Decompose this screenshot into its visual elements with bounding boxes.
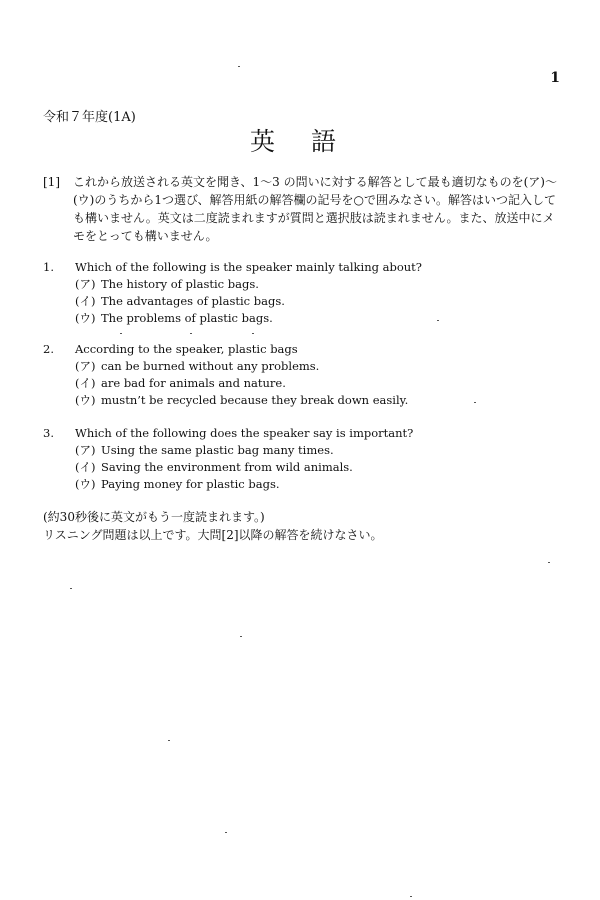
- choice-mark: (ア): [75, 443, 96, 457]
- question-1-head: [43, 258, 558, 276]
- choice-a: [75, 276, 558, 293]
- intro-number: [1]: [43, 175, 60, 189]
- question-number: 3.: [43, 426, 54, 440]
- choice-a: [75, 442, 558, 459]
- intro-text: これから放送される英文を聞き、1～3 の問いに対する解答として最も適切なものを(ア)～(ウ)のうちから1つ選び、解答用紙の解答欄の記号を○で囲みなさい。解答はいつ記入しても構いません。英文は二度読まれますが質問と選択肢は読まれません。また、放送中にメモをとっても構いません。: [73, 175, 557, 243]
- question-number: 2.: [43, 342, 54, 356]
- scan-speck: [225, 832, 227, 833]
- choice-text: The problems of plastic bags.: [101, 311, 273, 325]
- scan-speck: [410, 896, 412, 897]
- question-number: 1.: [43, 260, 54, 274]
- question-text: According to the speaker, plastic bags: [75, 342, 298, 356]
- closing-line-2: リスニング問題は以上です。大問[2]以降の解答を続けなさい。: [43, 528, 383, 542]
- scan-speck: [252, 333, 254, 334]
- choice-text: can be burned without any problems.: [101, 359, 320, 373]
- page-number: 1: [550, 70, 560, 86]
- choice-mark: (ア): [75, 359, 96, 373]
- choice-i: [75, 375, 558, 392]
- choice-i: [75, 293, 558, 310]
- scan-speck: [548, 562, 550, 563]
- choice-mark: (イ): [75, 460, 96, 474]
- choice-text: are bad for animals and nature.: [101, 376, 286, 390]
- question-text: Which of the following does the speaker say is important?: [75, 426, 414, 440]
- scan-speck: [120, 333, 122, 334]
- choice-i: [75, 459, 558, 476]
- scan-speck: [70, 588, 72, 589]
- closing-notes: [43, 508, 383, 544]
- choice-text: Using the same plastic bag many times.: [101, 443, 334, 457]
- choice-text: Paying money for plastic bags.: [101, 477, 280, 491]
- page-title: 英 語: [250, 127, 350, 156]
- question-2-head: [43, 340, 558, 358]
- question-1: [43, 258, 558, 327]
- scan-speck: [238, 66, 240, 67]
- question-3-head: [43, 424, 558, 442]
- scan-speck: [474, 402, 476, 403]
- header-label: 令和７年度(1A): [43, 110, 136, 125]
- scan-speck: [240, 636, 242, 637]
- choice-text: Saving the environment from wild animals.: [101, 460, 353, 474]
- choice-a: [75, 358, 558, 375]
- question-text: Which of the following is the speaker mainly talking about?: [75, 260, 422, 274]
- closing-line-1: (約30秒後に英文がもう一度読まれます。): [43, 510, 265, 524]
- scan-speck: [437, 320, 439, 321]
- choice-text: The advantages of plastic bags.: [101, 294, 285, 308]
- question-3: [43, 424, 558, 493]
- choice-mark: (ウ): [75, 393, 96, 407]
- scan-speck: [168, 740, 170, 741]
- choice-mark: (ウ): [75, 477, 96, 491]
- choice-mark: (イ): [75, 294, 96, 308]
- scan-speck: [190, 333, 192, 334]
- choice-mark: (イ): [75, 376, 96, 390]
- choice-mark: (ア): [75, 277, 96, 291]
- choice-u: [75, 310, 558, 327]
- question-2: [43, 340, 558, 409]
- choice-mark: (ウ): [75, 311, 96, 325]
- choice-text: mustn’t be recycled because they break down easily.: [101, 393, 409, 407]
- choice-u: [75, 476, 558, 493]
- choice-u: [75, 392, 558, 409]
- choice-text: The history of plastic bags.: [101, 277, 259, 291]
- intro-section: [43, 173, 558, 245]
